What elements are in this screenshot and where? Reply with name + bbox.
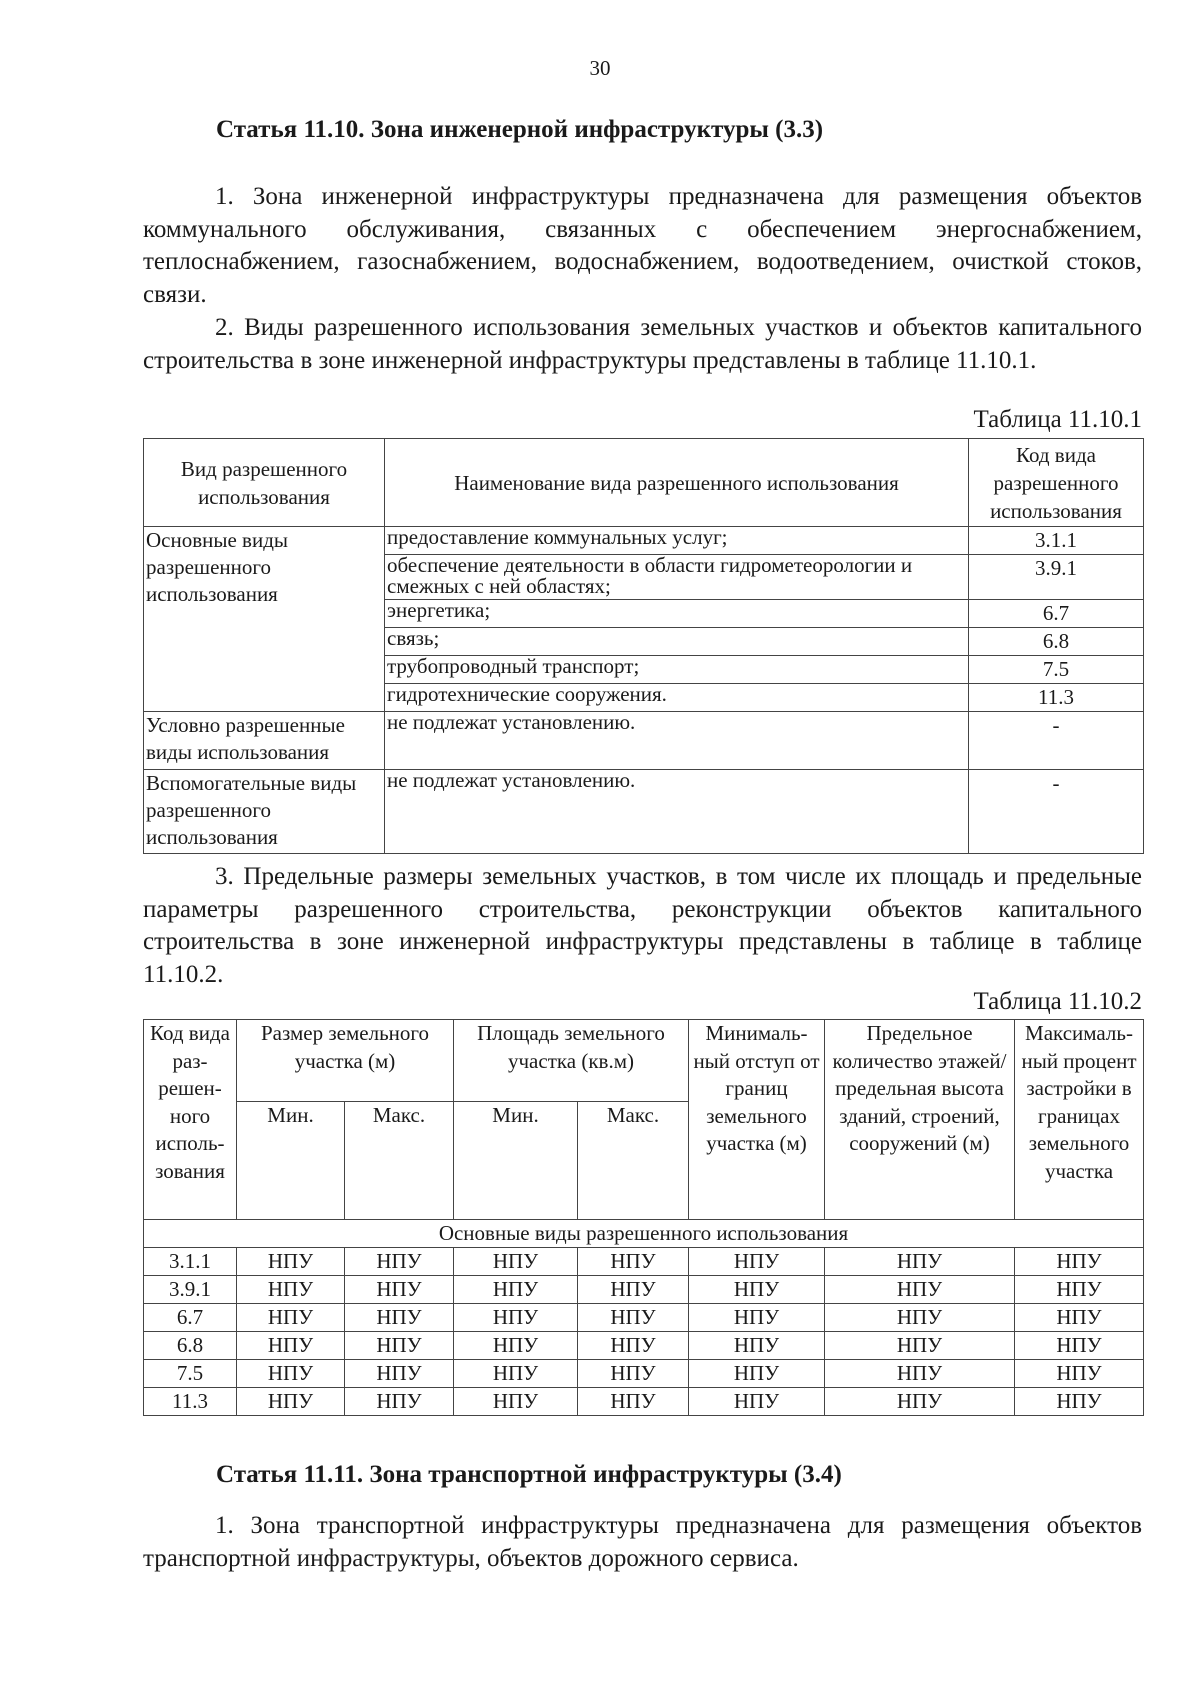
table2-cell: НПУ [825, 1248, 1015, 1276]
table2-cell: НПУ [825, 1276, 1015, 1304]
table-row [144, 1248, 1144, 1276]
table2-cell: НПУ [689, 1276, 825, 1304]
table1-row-code: 6.7 [969, 600, 1144, 628]
table2-row-code: 6.7 [144, 1304, 237, 1332]
table2-cell: НПУ [454, 1304, 578, 1332]
table1-row-name: не подлежат установлению. [385, 770, 969, 854]
table2-row-code: 6.8 [144, 1332, 237, 1360]
table2-cell: НПУ [689, 1360, 825, 1388]
table1-group-label: Основные виды разрешенного использования [144, 527, 385, 712]
table-row [144, 1360, 1144, 1388]
table-row [144, 1332, 1144, 1360]
table2-cell: НПУ [1015, 1304, 1144, 1332]
table1-row-code: 3.9.1 [969, 555, 1144, 600]
page-number: 30 [589, 56, 611, 80]
table2-cell: НПУ [578, 1304, 689, 1332]
table1-row-name: предоставление коммунальных услуг; [385, 527, 969, 555]
table1-row-code: - [969, 712, 1144, 770]
table-11-10-1-caption: Таблица 11.10.1 [973, 406, 1142, 433]
table2-cell: НПУ [454, 1332, 578, 1360]
table1-row-name: обеспечение деятельности в области гидрометеорологии и смежных с ней областях; [385, 555, 969, 600]
table1-header-code: Код вида разрешенного использования [969, 439, 1144, 527]
table2-cell: НПУ [454, 1388, 578, 1416]
table2-cell: НПУ [578, 1360, 689, 1388]
table2-section-row: Основные виды разрешенного использования [144, 1220, 1144, 1248]
table1-row-name: энергетика; [385, 600, 969, 628]
article-11-10-paragraph-1: 1. Зона инженерной инфраструктуры предназначена для размещения объектов коммунального обслуживания, связанных с обеспечением энергоснабжением, теплоснабжением, газоснабжением, водоснабжением, водоотведением, очисткой стоков, связи. [143, 183, 1142, 308]
table2-row-code: 3.9.1 [144, 1276, 237, 1304]
article-11-10-paragraph-2: 2. Виды разрешенного использования земельных участков и объектов капитального строительства в зоне инженерной инфраструктуры представлены в таблице 11.10.1. [143, 314, 1142, 374]
table-11-10-1 [143, 438, 1144, 854]
table1-row-name: гидротехнические сооружения. [385, 684, 969, 712]
table2-header-plot-area: Площадь земельного участка (кв.м) [454, 1020, 689, 1102]
table2-header-size-max: Макс. [345, 1102, 454, 1220]
table2-cell: НПУ [825, 1332, 1015, 1360]
table2-cell: НПУ [345, 1248, 454, 1276]
table2-row-code: 11.3 [144, 1388, 237, 1416]
table2-cell: НПУ [345, 1304, 454, 1332]
table-row [144, 1276, 1144, 1304]
table2-cell: НПУ [237, 1304, 345, 1332]
table1-row-name: не подлежат установлению. [385, 712, 969, 770]
table2-cell: НПУ [825, 1360, 1015, 1388]
table2-cell: НПУ [1015, 1248, 1144, 1276]
table2-cell: НПУ [237, 1360, 345, 1388]
table2-cell: НПУ [578, 1332, 689, 1360]
table1-row-code: - [969, 770, 1144, 854]
table1-header-kind: Вид разрешенного использования [144, 439, 385, 527]
table2-cell: НПУ [1015, 1360, 1144, 1388]
table1-row-code: 11.3 [969, 684, 1144, 712]
table2-cell: НПУ [237, 1248, 345, 1276]
table1-row-code: 6.8 [969, 628, 1144, 656]
table2-cell: НПУ [237, 1332, 345, 1360]
table1-group-label: Вспомогательные виды разрешенного использования [144, 770, 385, 854]
table2-cell: НПУ [578, 1248, 689, 1276]
table2-cell: НПУ [454, 1276, 578, 1304]
table2-cell: НПУ [237, 1388, 345, 1416]
table2-header-area-max: Макс. [578, 1102, 689, 1220]
table2-cell: НПУ [345, 1360, 454, 1388]
article-11-10-heading: Статья 11.10. Зона инженерной инфраструктуры (3.3) [216, 116, 824, 143]
article-11-11-paragraph-1: 1. Зона транспортной инфраструктуры предназначена для размещения объектов транспортной инфраструктуры, объектов дорожного сервиса. [143, 1512, 1142, 1572]
table2-cell: НПУ [237, 1276, 345, 1304]
table2-cell: НПУ [345, 1332, 454, 1360]
table2-header-floors: Предельное количество этажей/ предельная высота зданий, строений, сооружений (м) [825, 1020, 1015, 1220]
table2-cell: НПУ [689, 1332, 825, 1360]
table-11-10-2-caption: Таблица 11.10.2 [973, 988, 1142, 1015]
table1-row-name: трубопроводный транспорт; [385, 656, 969, 684]
table2-header-plot-size: Размер земельного участка (м) [237, 1020, 454, 1102]
table-row [144, 1388, 1144, 1416]
table2-cell: НПУ [578, 1276, 689, 1304]
article-11-11-heading: Статья 11.11. Зона транспортной инфраструктуры (3.4) [216, 1461, 842, 1488]
table2-header-code: Код вида раз-решен-ного исполь-зования [144, 1020, 237, 1220]
table2-cell: НПУ [689, 1304, 825, 1332]
table2-cell: НПУ [1015, 1388, 1144, 1416]
table2-cell: НПУ [1015, 1332, 1144, 1360]
table2-header-area-min: Мин. [454, 1102, 578, 1220]
table1-row-name: связь; [385, 628, 969, 656]
table2-row-code: 3.1.1 [144, 1248, 237, 1276]
table2-row-code: 7.5 [144, 1360, 237, 1388]
table2-cell: НПУ [689, 1388, 825, 1416]
table2-cell: НПУ [1015, 1276, 1144, 1304]
table2-cell: НПУ [454, 1248, 578, 1276]
table1-header-name: Наименование вида разрешенного использования [385, 439, 969, 527]
table2-header-setback: Минималь-ный отступ от границ земельного участка (м) [689, 1020, 825, 1220]
table2-cell: НПУ [825, 1388, 1015, 1416]
article-11-10-paragraph-3: 3. Предельные размеры земельных участков, в том числе их площадь и предельные параметры разрешенного строительства, реконструкции объектов капитального строительства в зоне инженерной инфраструктуры представлены в таблице в таблице 11.10.2. [143, 863, 1142, 988]
table2-cell: НПУ [578, 1388, 689, 1416]
table-row [144, 1304, 1144, 1332]
table1-group-label: Условно разрешенные виды использования [144, 712, 385, 770]
table2-cell: НПУ [454, 1360, 578, 1388]
table2-cell: НПУ [825, 1304, 1015, 1332]
table2-header-coverage: Максималь-ный процент застройки в границах земельного участка [1015, 1020, 1144, 1220]
table2-cell: НПУ [345, 1388, 454, 1416]
table2-cell: НПУ [689, 1248, 825, 1276]
table2-cell: НПУ [345, 1276, 454, 1304]
table1-row-code: 3.1.1 [969, 527, 1144, 555]
table-11-10-2 [143, 1019, 1144, 1416]
table1-row-code: 7.5 [969, 656, 1144, 684]
table2-header-size-min: Мин. [237, 1102, 345, 1220]
